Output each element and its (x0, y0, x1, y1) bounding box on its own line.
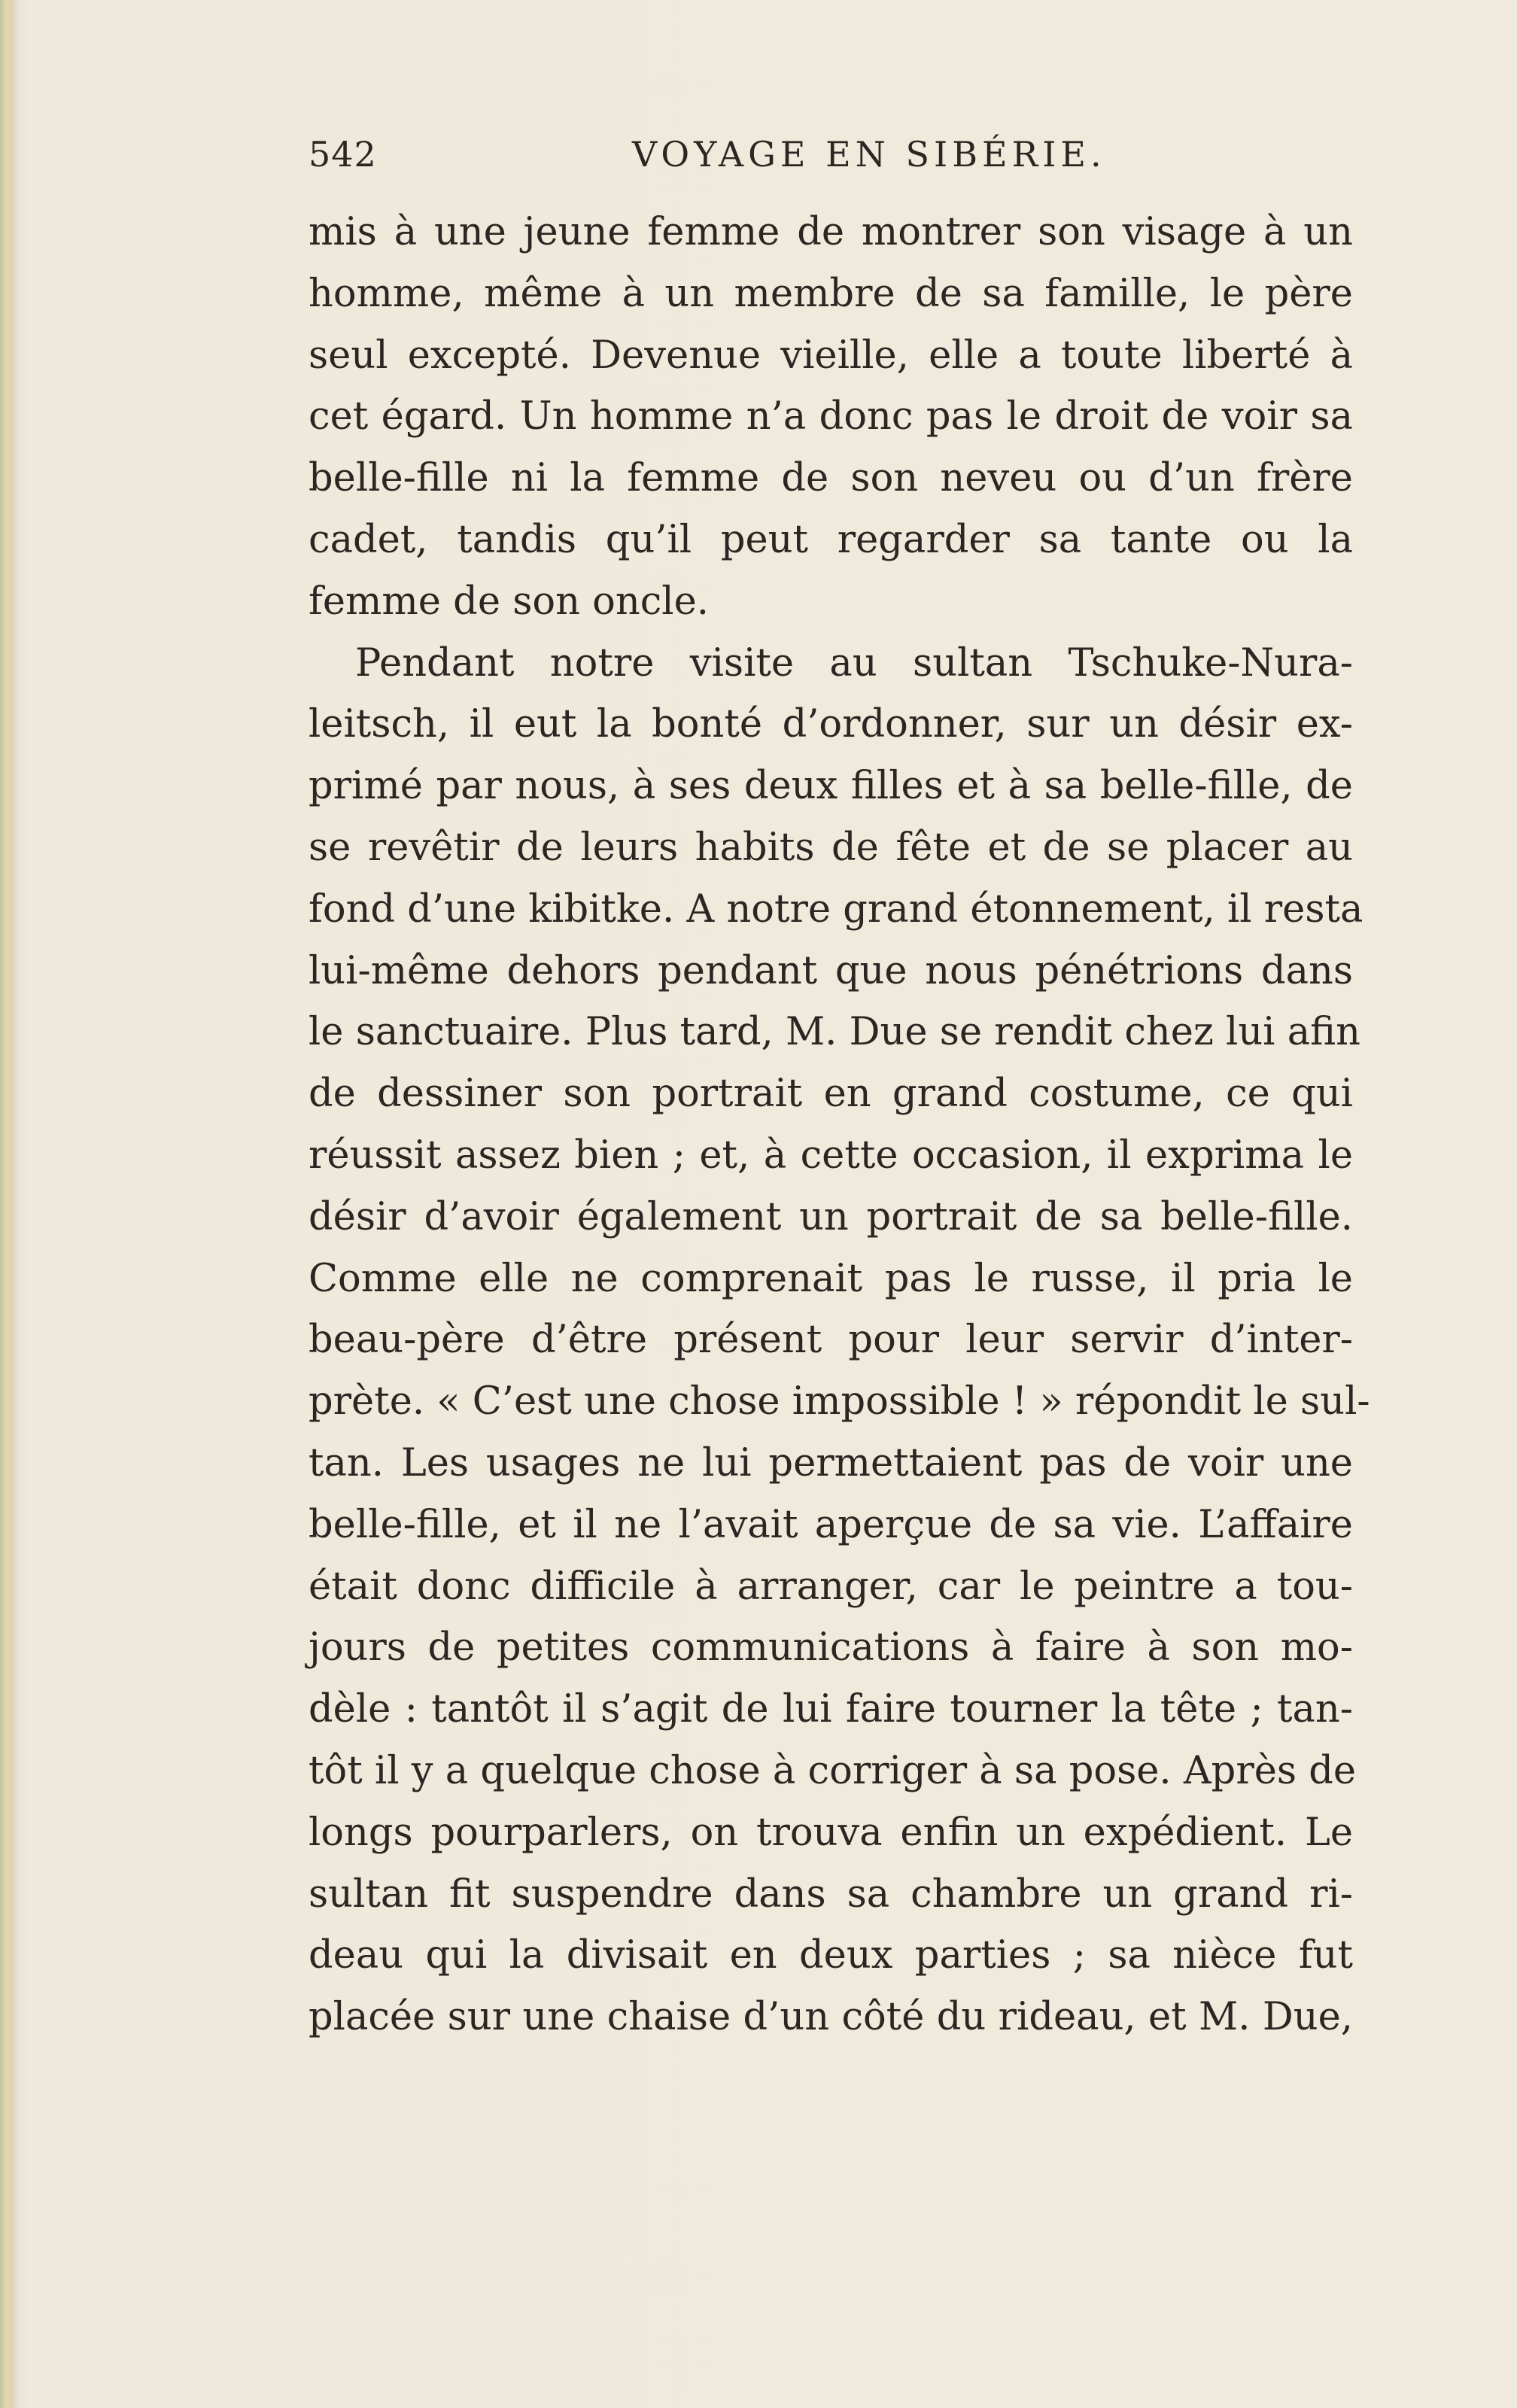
text-line: Pendant notre visite au sultan Tschuke-Nura- (355, 640, 1353, 686)
running-title: VOYAGE EN SIBÉRIE. (632, 134, 1106, 175)
body-text (309, 202, 1370, 2048)
text-line: le sanctuaire. Plus tard, M. Due se rendit chez lui afin (309, 1010, 1360, 1055)
text-line: Comme elle ne comprenait pas le russe, il pria le (309, 1256, 1353, 1301)
text-line: était donc difficile à arranger, car le peintre a tou- (309, 1564, 1353, 1609)
text-line: longs pourparlers, on trouva enfin un expédient. Le (309, 1810, 1353, 1855)
text-line: tôt il y a quelque chose à corriger à sa pose. Après de (309, 1748, 1357, 1793)
text-line: prète. « C’est une chose impossible ! » répondit le sul- (309, 1379, 1370, 1424)
text-line: tan. Les usages ne lui permettaient pas de voir une (309, 1440, 1353, 1485)
text-line: cadet, tandis qu’il peut regarder sa tante ou la (309, 517, 1353, 562)
text-line: placée sur une chaise d’un côté du rideau, et M. Due, (309, 1995, 1353, 2040)
text-line: belle-fille, et il ne l’avait aperçue de sa vie. L’affaire (309, 1502, 1353, 1547)
text-line: femme de son oncle. (309, 579, 709, 624)
page-header (309, 134, 1362, 187)
text-line: seul excepté. Devenue vieille, elle a toute liberté à (309, 333, 1353, 378)
text-line: fond d’une kibitke. A notre grand étonnement, il resta (309, 886, 1363, 932)
text-line: deau qui la divisait en deux parties ; sa nièce fut (309, 1933, 1353, 1978)
text-line: leitsch, il eut la bonté d’ordonner, sur un désir ex- (309, 702, 1353, 747)
text-line: belle-fille ni la femme de son neveu ou d’un frère (309, 456, 1353, 501)
text-line: primé par nous, à ses deux filles et à sa belle-fille, de (309, 764, 1353, 809)
text-line: beau-père d’être présent pour leur servir d’inter- (309, 1318, 1353, 1363)
page-number: 542 (309, 134, 377, 175)
text-line: jours de petites communications à faire à son mo- (309, 1625, 1353, 1671)
text-line: réussit assez bien ; et, à cette occasion, il exprima le (309, 1133, 1353, 1178)
text-line: cet égard. Un homme n’a donc pas le droit de voir sa (309, 394, 1353, 439)
text-line: désir d’avoir également un portrait de sa belle-fille. (309, 1194, 1353, 1239)
text-line: de dessiner son portrait en grand costume, ce qui (309, 1072, 1353, 1117)
text-line: sultan fit suspendre dans sa chambre un grand ri- (309, 1871, 1353, 1917)
text-line: dèle : tantôt il s’agit de lui faire tourner la tête ; tan- (309, 1687, 1353, 1732)
text-line: se revêtir de leurs habits de fête et de se placer au (309, 825, 1353, 870)
text-line: mis à une jeune femme de montrer son visage à un (309, 210, 1353, 254)
text-line: homme, même à un membre de sa famille, le père (309, 271, 1353, 316)
text-line: lui-même dehors pendant que nous pénétrions dans (309, 948, 1353, 993)
page-binding-edge (0, 0, 20, 2408)
